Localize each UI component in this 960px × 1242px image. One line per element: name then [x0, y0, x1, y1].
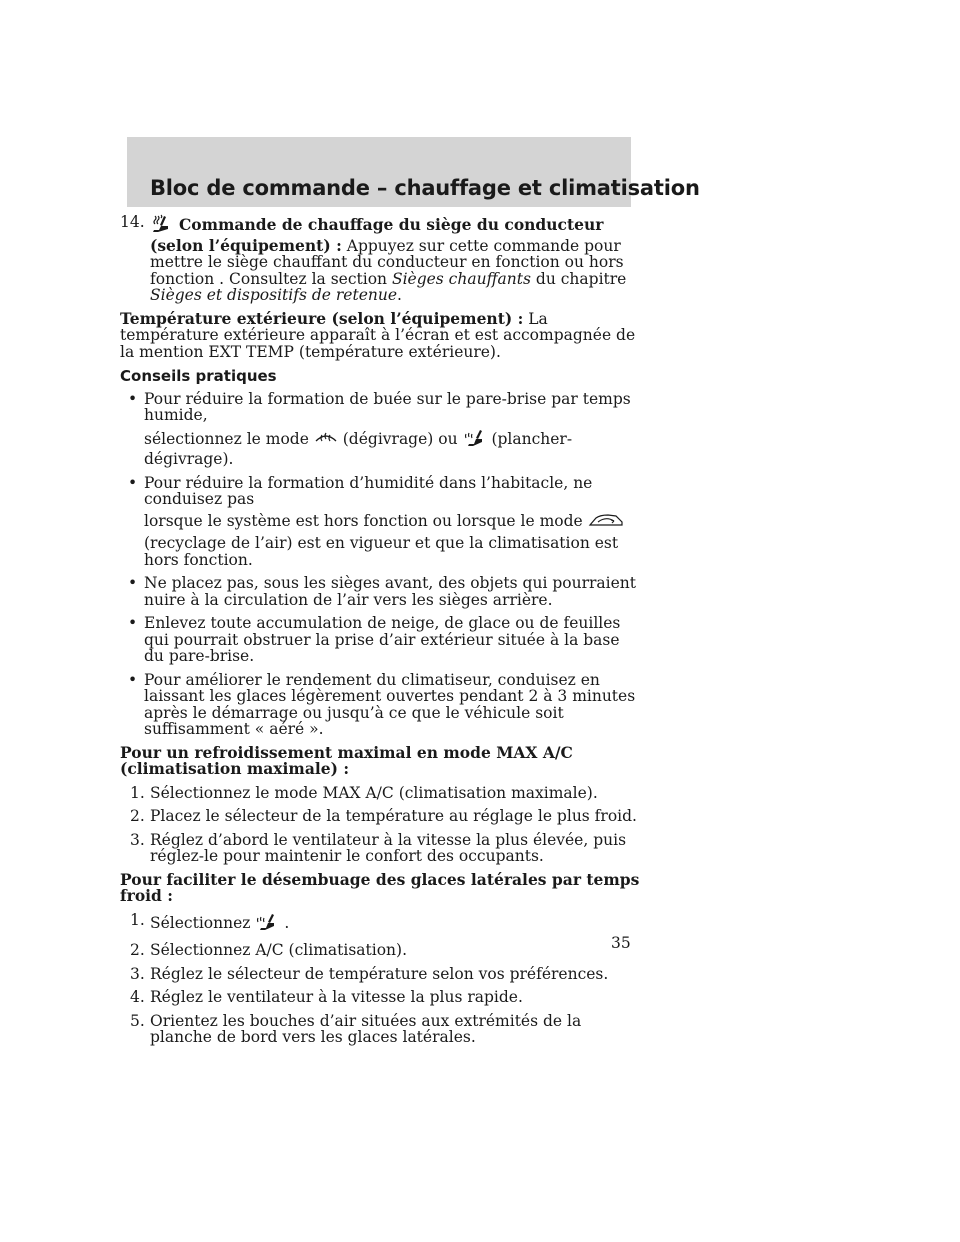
floor-defrost-icon: [463, 428, 487, 452]
max-ac-step: [120, 808, 640, 825]
step-number: 2.: [130, 807, 145, 825]
item-number: 14.: [120, 213, 145, 231]
side-defog-step: [120, 942, 640, 959]
max-ac-heading: Pour un refroidissement maximal en mode MAX A/C (climatisation maximale) :: [120, 742, 573, 778]
tip-item: [120, 615, 640, 665]
tip-text: Ne placez pas, sous les sièges avant, des objets qui pourraient nuire à la circulation de l’air vers les sièges arrière.: [144, 574, 636, 609]
item-title: Commande de chauffage du siège du conducteur (selon l’équipement) :: [150, 214, 604, 255]
step-number: 4.: [130, 988, 145, 1006]
tip-text: Pour améliorer le rendement du climatiseur, conduisez en laissant les glaces légèrement ouvertes pendant 2 à 3 minutes après le démarrage ou jusqu’à ce que le véhicule soit suffisamment « aéré ».: [144, 670, 636, 738]
tip-text: Enlevez toute accumulation de neige, de glace ou de feuilles qui pourrait obstruer la prise d’air extérieur située à la base du pare-brise.: [144, 614, 621, 665]
item-14: [120, 214, 640, 304]
step-text: Sélectionnez: [150, 913, 251, 932]
step-number: 5.: [130, 1011, 145, 1030]
item-text: Appuyez sur cette commande pour mettre le siège chauffant du conducteur en fonction ou hors fonction . Consultez la section: [150, 236, 624, 288]
step-text: Sélectionnez le mode MAX A/C (climatisation maximale).: [150, 783, 598, 802]
step-number: 1.: [130, 910, 145, 929]
floor-defrost-icon: [255, 912, 279, 936]
tip-item: [120, 672, 640, 738]
bullet-mark: •: [128, 614, 138, 632]
step-number: 2.: [130, 941, 145, 959]
side-defog-step: [120, 989, 640, 1006]
max-ac-step: [120, 785, 640, 802]
tip-item: [120, 475, 640, 569]
ext-temp-paragraph: [120, 308, 640, 361]
recirculation-icon: [588, 512, 624, 532]
page-content: [120, 214, 640, 1053]
tip-text: (plancher-dégivrage).: [144, 429, 573, 468]
bullet-mark: •: [128, 473, 138, 492]
tip-text: Pour réduire la formation d’humidité dans l’habitacle, ne conduisez pas: [144, 473, 593, 508]
ext-temp-title: Température extérieure (selon l’équipement) :: [120, 308, 524, 328]
step-number: 3.: [130, 964, 145, 983]
bullet-mark: •: [128, 670, 138, 689]
tips-heading: Conseils pratiques: [120, 367, 277, 385]
section-header: [127, 137, 700, 207]
tip-text: (recyclage de l’air) est en vigueur et que la climatisation est hors fonction.: [144, 534, 619, 569]
page-number: 35: [611, 934, 631, 952]
tip-text: Pour réduire la formation de buée sur le pare-brise par temps humide,: [144, 389, 631, 424]
step-text-end: .: [284, 913, 290, 932]
tip-text: (dégivrage) ou: [342, 429, 458, 448]
tip-line: [144, 428, 640, 468]
bullet-mark: •: [128, 389, 138, 408]
tip-item: [120, 575, 640, 608]
step-text: Placez le sélecteur de la température au réglage le plus froid.: [150, 807, 637, 825]
cross-reference-chapter: Sièges et dispositifs de retenue: [150, 286, 398, 304]
max-ac-step: [120, 832, 640, 865]
item-text-end: .: [397, 286, 402, 304]
step-text: Réglez d’abord le ventilateur à la vitesse la plus élevée, puis réglez-le pour maintenir le confort des occupants.: [150, 830, 627, 865]
cross-reference-section: Sièges chauffants: [391, 269, 531, 288]
bullet-mark: •: [128, 574, 138, 592]
side-defog-step: [120, 966, 640, 983]
side-defog-step: [120, 1013, 640, 1046]
heated-seat-icon: [150, 214, 174, 238]
step-text: Réglez le sélecteur de température selon vos préférences.: [150, 964, 609, 983]
tip-item: [120, 391, 640, 468]
ext-temp-text: La température extérieure apparaît à l’écran et est accompagnée de la mention EXT TEMP (température extérieure).: [120, 309, 636, 361]
side-defog-step: [120, 912, 640, 936]
item-text-connector: du chapitre: [535, 269, 627, 288]
tip-text: sélectionnez le mode: [144, 429, 309, 448]
step-number: 3.: [130, 830, 145, 849]
defrost-icon: [314, 429, 338, 451]
step-number: 1.: [130, 783, 145, 802]
step-text: Orientez les bouches d’air situées aux extrémités de la planche de bord vers les glaces latérales.: [150, 1011, 582, 1046]
section-title: Bloc de commande – chauffage et climatisation: [150, 176, 700, 200]
side-defog-heading: Pour faciliter le désembuage des glaces latérales par temps froid :: [120, 869, 640, 905]
step-text: Réglez le ventilateur à la vitesse la plus rapide.: [150, 988, 523, 1006]
tip-text: lorsque le système est hors fonction ou lorsque le mode: [144, 511, 583, 530]
tip-line: [144, 512, 640, 532]
step-text: Sélectionnez A/C (climatisation).: [150, 941, 407, 959]
